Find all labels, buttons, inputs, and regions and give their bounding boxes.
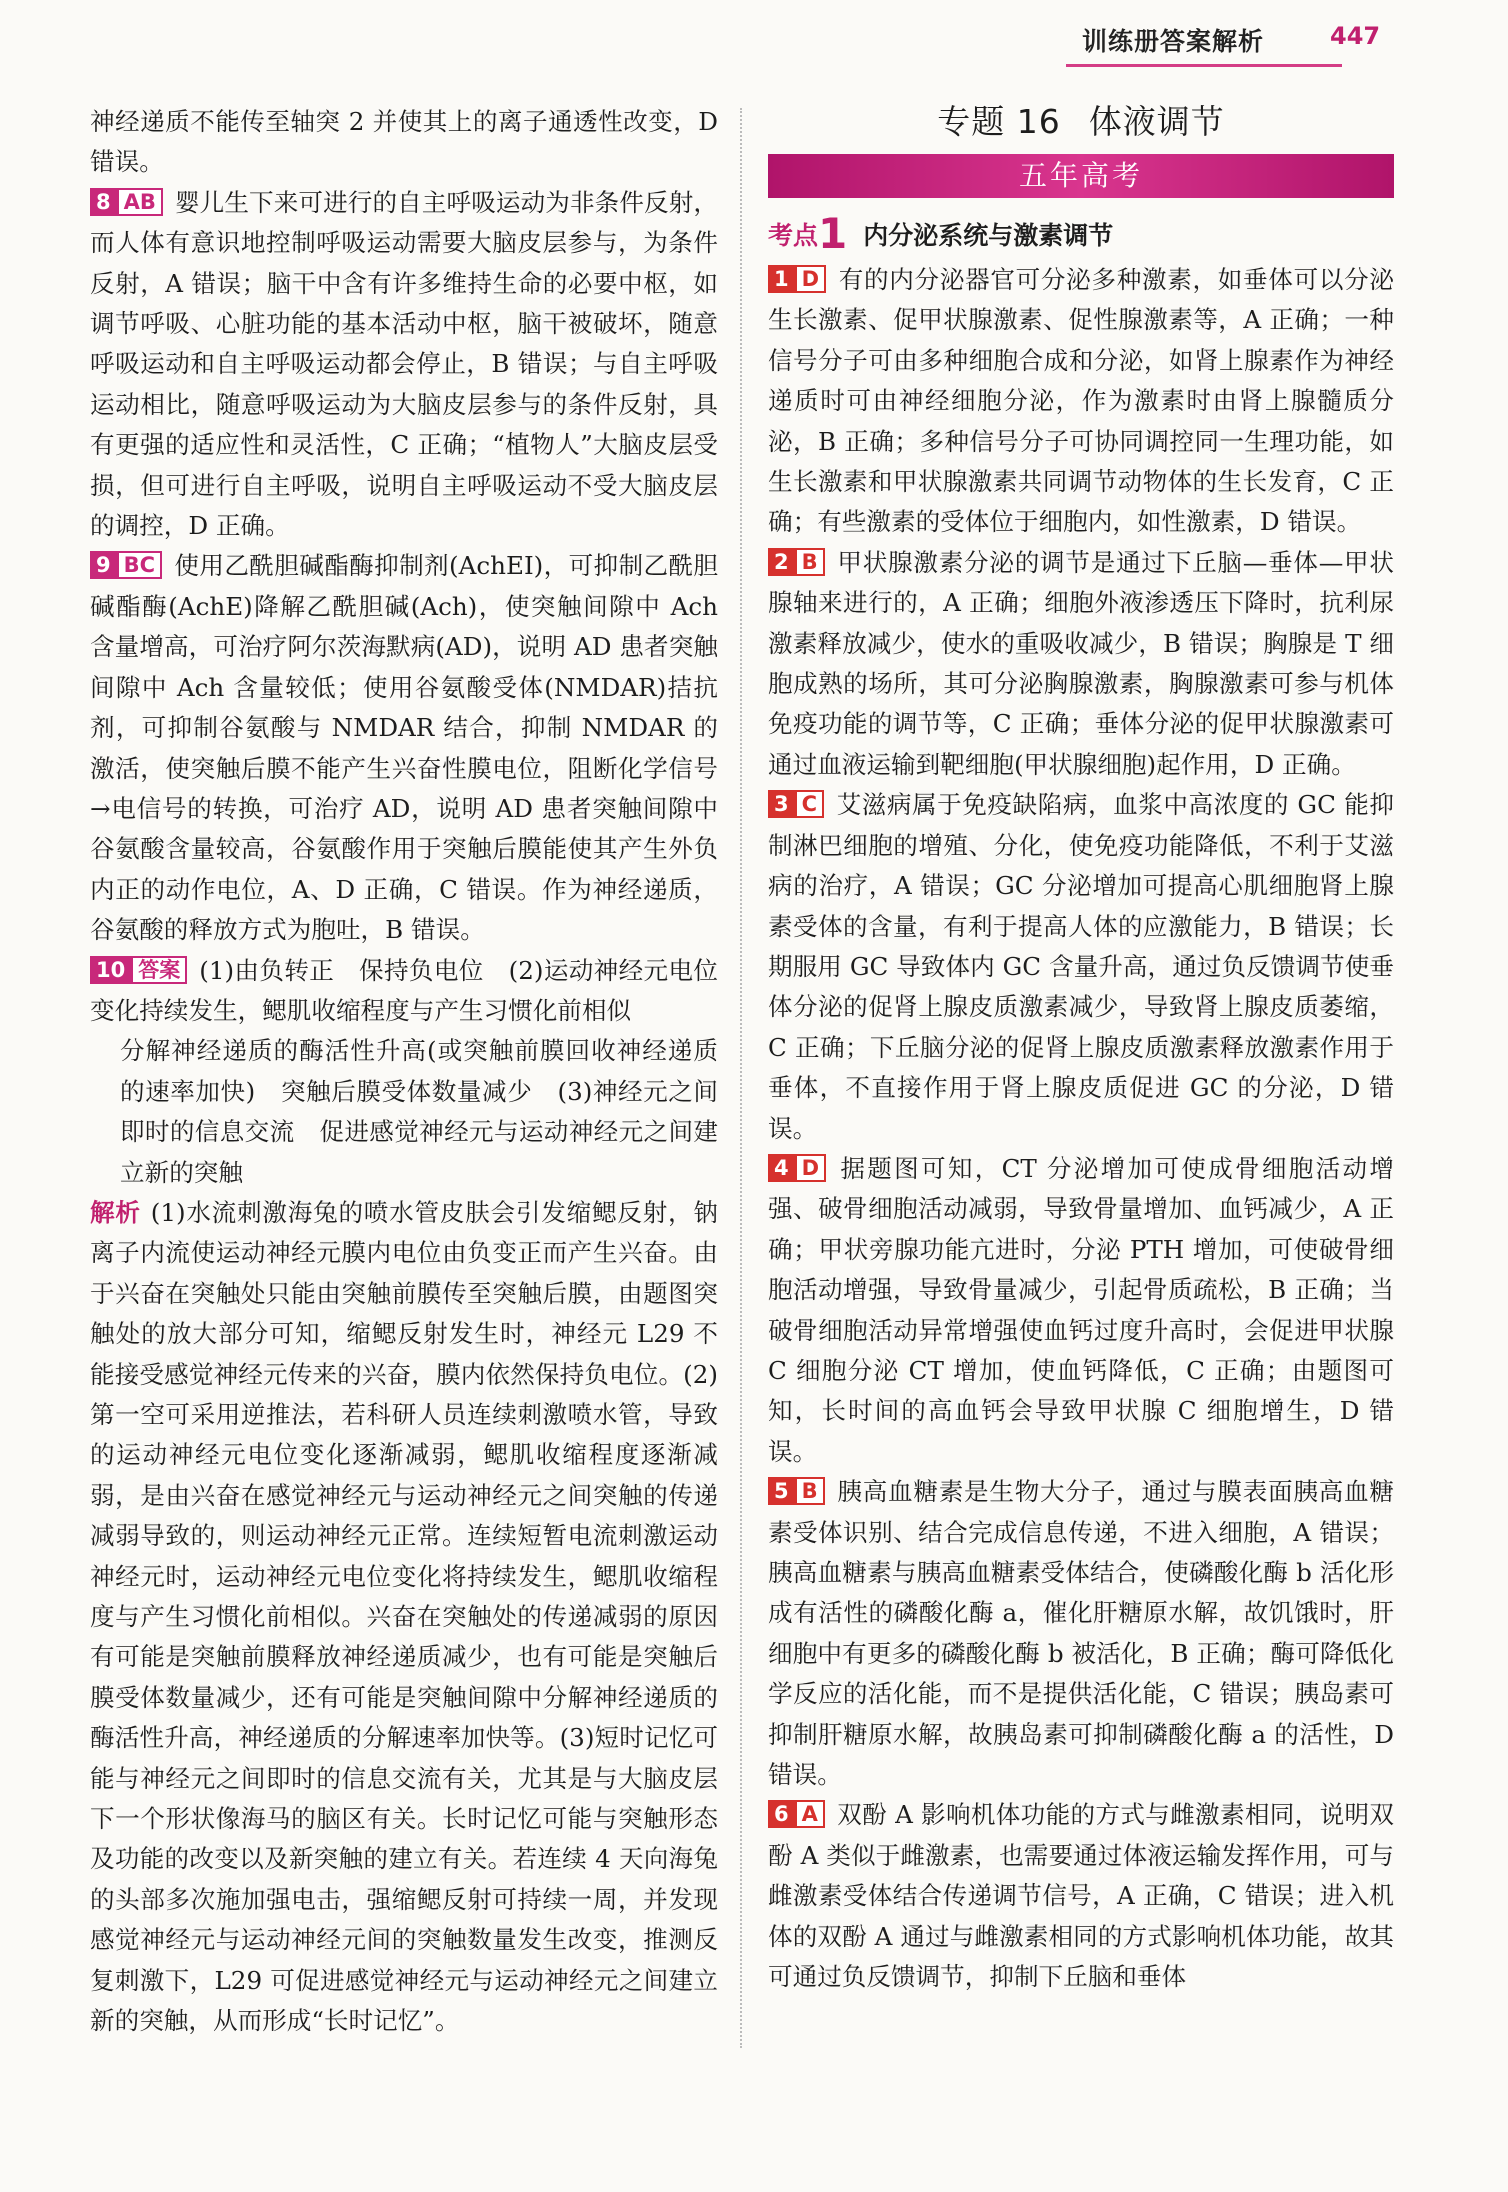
paragraph-continued: 神经递质不能传至轴突 2 并使其上的离子通透性改变，D 错误。 bbox=[90, 107, 718, 177]
answer-item-r3 bbox=[768, 785, 1394, 1149]
section-banner: 五年高考 bbox=[768, 154, 1394, 198]
topic-prefix: 专题 16 bbox=[937, 102, 1061, 141]
question-number: 9 bbox=[90, 551, 117, 579]
topic-title bbox=[768, 102, 1394, 142]
question-number: 8 bbox=[90, 188, 117, 216]
answer-badge bbox=[90, 956, 187, 984]
answer-item-10 bbox=[90, 951, 718, 1032]
question-number: 10 bbox=[90, 956, 131, 984]
exam-point-heading bbox=[768, 209, 1394, 258]
answer-item-r2 bbox=[768, 543, 1394, 785]
answer-text: 胰高血糖素是生物大分子，通过与膜表面胰高血糖素受体识别、结合完成信息传递，不进入细胞，A 错误；胰高血糖素与胰高血糖素受体结合，使磷酸化酶 b 活化形成有活性的磷酸化酶 a，催化肝糖原水解，故饥饿时，肝细胞中有更多的磷酸化酶 b 被活化，B 正确；酶可降低化学反应的活化能，而不是提供活化能，C 错误；胰岛素可抑制肝糖原水解，故胰岛素可抑制磷酸化酶 a 的活性，D 错误。 bbox=[768, 1477, 1394, 1790]
answer-badge bbox=[768, 790, 824, 818]
left-column bbox=[90, 102, 718, 2042]
question-number: 5 bbox=[768, 1477, 795, 1505]
answer-text: 据题图可知，CT 分泌增加可使成骨细胞活动增强、破骨细胞活动减弱，导致骨量增加、血钙减少，A 正确；甲状旁腺功能亢进时，分泌 PTH 增加，可使破骨细胞活动增强，导致骨量减少，引起骨质疏松，B 正确；当破骨细胞活动异常增强使血钙过度升高时，会促进甲状腺 C 细胞分泌 CT 增加，使血钙降低，C 正确；由题图可知，长时间的高血钙会导致甲状腺 C 细胞增生，D 错误。 bbox=[768, 1153, 1394, 1466]
corner-mark bbox=[1462, 44, 1496, 100]
answer-text: 双酚 A 影响机体功能的方式与雌激素相同，说明双酚 A 类似于雌激素，也需要通过体液运输发挥作用，可与雌激素受体结合传递调节信号，A 正确，C 错误；进入机体的双酚 A 通过与雌激素相同的方式影响机体功能，故其可通过负反馈调节，抑制下丘脑和垂体 bbox=[768, 1800, 1394, 1992]
answer-text: 甲状腺激素分泌的调节是通过下丘脑—垂体—甲状腺轴来进行的，A 正确；细胞外液渗透压下降时，抗利尿激素释放减少，使水的重吸收减少，B 错误；胸腺是 T 细胞成熟的场所，其可分泌胸腺激素，胸腺激素可参与机体免疫功能的调节等，C 正确；垂体分泌的促甲状腺激素可通过血液运输到靶细胞(甲状腺细胞)起作用，D 正确。 bbox=[768, 547, 1394, 779]
column-divider bbox=[740, 108, 742, 2048]
exam-point-number: 1 bbox=[818, 209, 848, 258]
page-number: 447 bbox=[1330, 22, 1381, 50]
answer-key: A bbox=[795, 1800, 825, 1828]
question-number: 6 bbox=[768, 1800, 795, 1828]
question-number: 2 bbox=[768, 548, 795, 576]
header-rule bbox=[1066, 64, 1342, 67]
answer-badge bbox=[90, 188, 163, 216]
answer-text: 艾滋病属于免疫缺陷病，血浆中高浓度的 GC 能抑制淋巴细胞的增殖、分化，使免疫功能降低，不利于艾滋病的治疗，A 错误；GC 分泌增加可提高心肌细胞肾上腺素受体的含量，有利于提高人体的应激能力，B 错误；长期服用 GC 导致体内 GC 含量升高，通过负反馈调节使垂体分泌的促肾上腺皮质激素减少，导致肾上腺皮质萎缩，C 正确；下丘脑分泌的促肾上腺皮质激素释放激素作用于垂体，不直接作用于肾上腺皮质促进 GC 的分泌，D 错误。 bbox=[768, 790, 1394, 1143]
answer-text: 婴儿生下来可进行的自主呼吸运动为非条件反射，而人体有意识地控制呼吸运动需要大脑皮层参与，为条件反射，A 错误；脑干中含有许多维持生命的必要中枢，如调节呼吸、心脏功能的基本活动中枢，脑干被破坏，随意呼吸运动和自主呼吸运动都会停止，B 错误；与自主呼吸运动相比，随意呼吸运动为大脑皮层参与的条件反射，具有更强的适应性和灵活性，C 正确；“植物人”大脑皮层受损，但可进行自主呼吸，说明自主呼吸运动不受大脑皮层的调控，D 正确。 bbox=[90, 187, 718, 541]
answer-key: B bbox=[795, 548, 825, 576]
answer-item-r5 bbox=[768, 1472, 1394, 1795]
answer-key: D bbox=[795, 265, 826, 293]
answer-item-r1 bbox=[768, 260, 1394, 543]
analysis-label: 解析 bbox=[90, 1197, 141, 1227]
answer-text: 使用乙酰胆碱酯酶抑制剂(AchEI)，可抑制乙酰胆碱酯酶(AchE)降解乙酰胆碱(Ach)，使突触间隙中 Ach 含量增高，可治疗阿尔茨海默病(AD)，说明 AD 患者突触间隙中 Ach 含量较低；使用谷氨酸受体(NMDAR)拮抗剂，可抑制谷氨酸与 NMDAR 结合，抑制 NMDAR 的激活，使突触后膜不能产生兴奋性膜电位，阻断化学信号→电信号的转换，可治疗 AD，说明 AD 患者突触间隙中谷氨酸含量较高，谷氨酸作用于突触后膜能使其产生外负内正的动作电位，A、D 正确，C 错误。作为神经递质，谷氨酸的释放方式为胞吐，B 错误。 bbox=[90, 551, 718, 945]
answer-item-9 bbox=[90, 546, 718, 950]
answer-key: B bbox=[795, 1477, 825, 1505]
answer-key: AB bbox=[117, 188, 163, 216]
answer-key: C bbox=[795, 790, 824, 818]
answer-key: 答案 bbox=[131, 956, 187, 984]
answer-badge bbox=[768, 548, 825, 576]
right-column bbox=[768, 102, 1394, 1997]
answer-text: 有的内分泌器官可分泌多种激素，如垂体可以分泌生长激素、促甲状腺激素、促性腺激素等，A 正确；一种信号分子可由多种细胞合成和分泌，如肾上腺素作为神经递质时可由神经细胞分泌，作为激素时由肾上腺髓质分泌，B 正确；多种信号分子可协同调控同一生理功能，如生长激素和甲状腺激素共同调节动物体的生长发育，C 正确；有些激素的受体位于细胞内，如性激素，D 错误。 bbox=[768, 265, 1394, 537]
header-title: 训练册答案解析 bbox=[1082, 27, 1265, 56]
exam-point-label: 考点 bbox=[768, 221, 819, 250]
answer-item-8 bbox=[90, 183, 718, 547]
answer-item-r6 bbox=[768, 1795, 1394, 1997]
answer-badge bbox=[90, 551, 162, 579]
answer-badge bbox=[768, 1477, 825, 1505]
exam-point-title: 内分泌系统与激素调节 bbox=[863, 221, 1114, 250]
answer-badge bbox=[768, 1800, 825, 1828]
question-number: 4 bbox=[768, 1154, 795, 1182]
analysis-paragraph bbox=[90, 1193, 718, 2042]
question-number: 1 bbox=[768, 265, 795, 293]
answer-item-r4 bbox=[768, 1149, 1394, 1472]
answer-text: (1)由负转正 保持负电位 (2)运动神经元电位变化持续发生，鳃肌收缩程度与产生习惯化前相似 bbox=[90, 955, 718, 1025]
analysis-text: (1)水流刺激海兔的喷水管皮肤会引发缩鳃反射，钠离子内流使运动神经元膜内电位由负变正而产生兴奋。由于兴奋在突触处只能由突触前膜传至突触后膜，由题图突触处的放大部分可知，缩鳃反射发生时，神经元 L29 不能接受感觉神经元传来的兴奋，膜内依然保持负电位。(2)第一空可采用逆推法，若科研人员连续刺激喷水管，导致的运动神经元电位变化逐渐减弱，鳃肌收缩程度逐渐减弱，是由兴奋在感觉神经元与运动神经元之间突触的传递减弱导致的，则运动神经元正常。连续短暂电流刺激运动神经元时，运动神经元电位变化将持续发生，鳃肌收缩程度与产生习惯化前相似。兴奋在突触处的传递减弱的原因有可能是突触前膜释放神经递质减少，也有可能是突触后膜受体数量减少，还有可能是突触间隙中分解神经递质的酶活性升高，神经递质的分解速率加快等。(3)短时记忆可能与神经元之间即时的信息交流有关，尤其是与大脑皮层下一个形状像海马的脑区有关。长时记忆可能与突触形态及功能的改变以及新突触的建立有关。若连续 4 天向海兔的头部多次施加强电击，强缩鳃反射可持续一周，并发现感觉神经元与运动神经元间的突触数量发生改变，推测反复刺激下，L29 可促进感觉神经元与运动神经元之间建立新的突触，从而形成“长时记忆”。 bbox=[90, 1197, 718, 2036]
topic-name: 体液调节 bbox=[1088, 102, 1225, 141]
answer-badge bbox=[768, 1154, 826, 1182]
question-number: 3 bbox=[768, 790, 795, 818]
answer-badge bbox=[768, 265, 826, 293]
answer-item-10-continued: 分解神经递质的酶活性升高(或突触前膜回收神经递质的速率加快) 突触后膜受体数量减少 (3)神经元之间即时的信息交流 促进感觉神经元与运动神经元之间建立新的突触 bbox=[120, 1036, 718, 1187]
answer-key: BC bbox=[117, 551, 162, 579]
answer-key: D bbox=[795, 1154, 826, 1182]
